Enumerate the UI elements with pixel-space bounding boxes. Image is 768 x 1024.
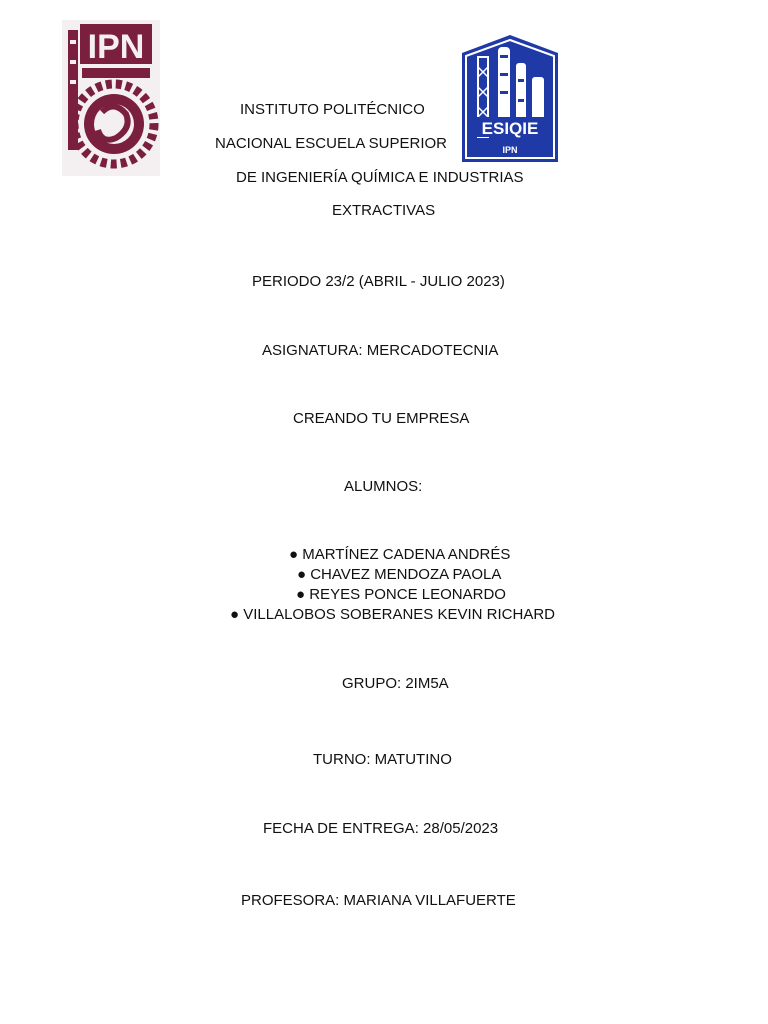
esiqie-logo-sub: IPN <box>502 145 518 155</box>
grupo: GRUPO: 2IM5A <box>342 675 449 692</box>
header-line-3: DE INGENIERÍA QUÍMICA E INDUSTRIAS <box>236 169 524 186</box>
periodo: PERIODO 23/2 (ABRIL - JULIO 2023) <box>252 273 505 290</box>
alumno-item: ● MARTÍNEZ CADENA ANDRÉS <box>289 546 511 563</box>
header-line-1: INSTITUTO POLITÉCNICO <box>240 101 425 118</box>
ipn-logo-text: IPN <box>87 28 145 66</box>
alumno-item: ● CHAVEZ MENDOZA PAOLA <box>297 566 502 583</box>
titulo: CREANDO TU EMPRESA <box>293 410 470 427</box>
header-line-4: EXTRACTIVAS <box>332 202 436 219</box>
asignatura: ASIGNATURA: MERCADOTECNIA <box>262 342 499 359</box>
alumno-item: ● VILLALOBOS SOBERANES KEVIN RICHARD <box>230 606 555 623</box>
alumno-item: ● REYES PONCE LEONARDO <box>296 586 506 603</box>
esiqie-logo <box>460 33 560 164</box>
alumnos-label: ALUMNOS: <box>344 478 423 495</box>
header-line-2: NACIONAL ESCUELA SUPERIOR <box>215 135 448 152</box>
fecha-entrega: FECHA DE ENTREGA: 28/05/2023 <box>263 820 499 837</box>
turno: TURNO: MATUTINO <box>313 751 452 768</box>
profesora: PROFESORA: MARIANA VILLAFUERTE <box>241 892 516 909</box>
esiqie-logo-text: ESIQIE <box>481 119 539 138</box>
ipn-logo <box>62 20 160 176</box>
